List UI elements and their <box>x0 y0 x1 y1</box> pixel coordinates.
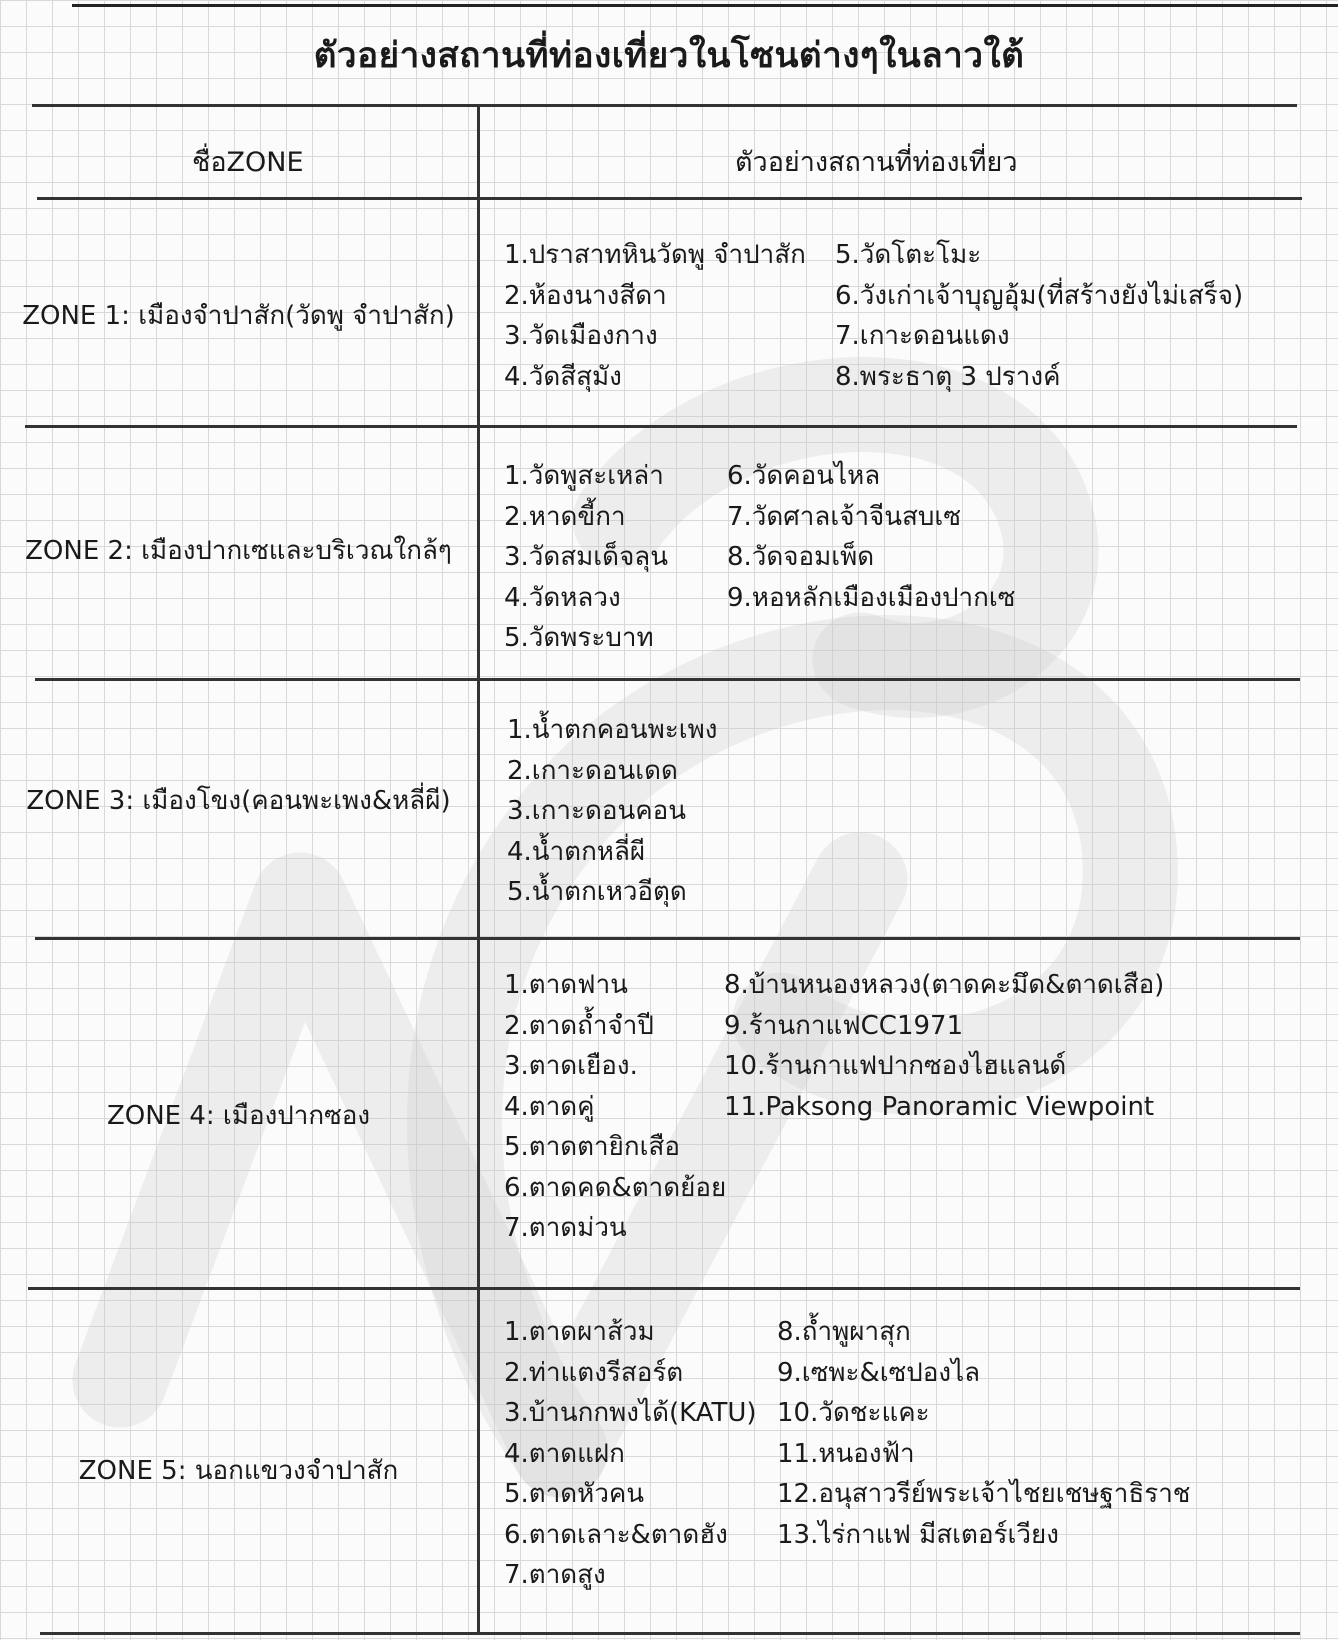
list-item: 5.ตาดตายิกเสือ <box>504 1132 681 1162</box>
table-column-divider <box>477 107 480 1635</box>
table-top-border <box>32 104 1297 107</box>
row-divider <box>25 425 1297 428</box>
list-item: 7.เกาะดอนแดง <box>835 321 1010 351</box>
list-item: 2.ห้องนางสีดา <box>504 280 667 311</box>
list-item: 9.หอหลักเมืองเมืองปากเซ <box>727 582 1016 613</box>
zone-3-places-left <box>507 710 717 913</box>
list-item: 8.บ้านหนองหลวง(ตาดคะมึด&ตาดเสือ) <box>724 970 1165 1000</box>
list-item: 11.หนองฟ้า <box>777 1438 915 1469</box>
list-item: 1.วัดพูสะเหล่า <box>504 461 664 491</box>
zone-4-places-right <box>724 965 1164 1127</box>
list-item: 9.เซพะ&เซปองไล <box>777 1357 981 1388</box>
list-item: 6.วังเก่าเจ้าบุญอุ้ม(ที่สร้างยังไม่เสร็จ) <box>835 280 1244 311</box>
zone-1-places-right <box>835 235 1243 397</box>
list-item: 1.ปราสาทหินวัดพู จำปาสัก <box>504 240 806 270</box>
list-item: 4.ตาดคู่ <box>504 1091 595 1122</box>
list-item: 3.วัดเมืองกาง <box>504 321 658 351</box>
row-divider <box>28 1287 1300 1290</box>
row-divider <box>35 678 1300 681</box>
list-item: 4.วัดหลวง <box>504 582 621 613</box>
list-item: 10.วัดชะแคะ <box>777 1398 930 1428</box>
list-item: 6.วัดคอนไหล <box>727 461 881 491</box>
list-item: 4.ตาดแฝก <box>504 1438 625 1469</box>
zone-2-places-right <box>727 456 1015 618</box>
zone-2-places-left <box>504 456 668 659</box>
list-item: 4.น้ำตกหลี่ผี <box>507 836 646 867</box>
list-item: 8.พระธาตุ 3 ปรางค์ <box>835 361 1061 392</box>
list-item: 11.Paksong Panoramic Viewpoint <box>724 1091 1155 1122</box>
zone-2-name: ZONE 2: เมืองปากเซและบริเวณใกล้ๆ <box>25 536 452 566</box>
zone-4-places-left <box>504 965 726 1249</box>
list-item: 2.เกาะดอนเดด <box>507 755 678 786</box>
zone-5-places-right <box>777 1312 1190 1555</box>
page-title: ตัวอย่างสถานที่ท่องเที่ยวในโซนต่างๆในลาวใต้ <box>313 36 1025 76</box>
zone-4-name: ZONE 4: เมืองปากซอง <box>106 1101 371 1131</box>
zone-1-places-left <box>504 235 806 397</box>
header-zone-name: ชื่อZONE <box>192 147 304 178</box>
list-item: 8.ถ้ำพูผาสุก <box>777 1317 911 1347</box>
list-item: 6.ตาดคด&ตาดย้อย <box>504 1172 727 1203</box>
list-item: 7.ตาดม่วน <box>504 1213 627 1243</box>
row-divider <box>35 937 1300 940</box>
list-item: 2.ตาดถ้ำจำปี <box>504 1010 654 1041</box>
list-item: 3.ตาดเยือง. <box>504 1051 638 1081</box>
table-bottom-border <box>40 1632 1300 1635</box>
list-item: 6.ตาดเลาะ&ตาดฮัง <box>504 1519 728 1550</box>
zone-5-name: ZONE 5: นอกแขวงจำปาสัก <box>78 1456 399 1486</box>
list-item: 5.ตาดหัวคน <box>504 1479 645 1509</box>
list-item: 1.ตาดผาส้วม <box>504 1317 655 1347</box>
top-rule <box>72 4 1338 7</box>
list-item: 5.วัดพระบาท <box>504 623 654 653</box>
list-item: 3.วัดสมเด็จลุน <box>504 542 669 572</box>
list-item: 1.น้ำตกคอนพะเพง <box>507 715 718 745</box>
list-item: 2.หาดขี้กา <box>504 501 626 532</box>
list-item: 3.บ้านกกพงได้(KATU) <box>504 1398 757 1428</box>
header-places: ตัวอย่างสถานที่ท่องเที่ยว <box>735 147 1018 178</box>
list-item: 5.น้ำตกเหวอีตุด <box>507 877 687 907</box>
list-item: 5.วัดโตะโมะ <box>835 240 982 270</box>
list-item: 7.วัดศาลเจ้าจีนสบเซ <box>727 501 961 532</box>
list-item: 1.ตาดฟาน <box>504 970 628 1000</box>
zone-5-places-left <box>504 1312 757 1596</box>
zone-3-name: ZONE 3: เมืองโขง(คอนพะเพง&หลี่ผี) <box>26 786 451 816</box>
list-item: 8.วัดจอมเพ็ด <box>727 542 875 572</box>
list-item: 7.ตาดสูง <box>504 1560 606 1590</box>
list-item: 4.วัดสีสุมัง <box>504 361 622 392</box>
list-item: 13.ไร่กาแฟ มีสเตอร์เวียง <box>777 1519 1059 1550</box>
list-item: 10.ร้านกาแฟปากซองไฮแลนด์ <box>724 1051 1067 1081</box>
list-item: 12.อนุสาวรีย์พระเจ้าไชยเชษฐาธิราช <box>777 1479 1191 1509</box>
row-divider <box>37 197 1302 200</box>
list-item: 9.ร้านกาแฟCC1971 <box>724 1010 964 1041</box>
list-item: 2.ท่าแตงรีสอร์ต <box>504 1357 684 1388</box>
list-item: 3.เกาะดอนคอน <box>507 796 687 826</box>
zone-1-name: ZONE 1: เมืองจำปาสัก(วัดพู จำปาสัก) <box>22 301 455 331</box>
